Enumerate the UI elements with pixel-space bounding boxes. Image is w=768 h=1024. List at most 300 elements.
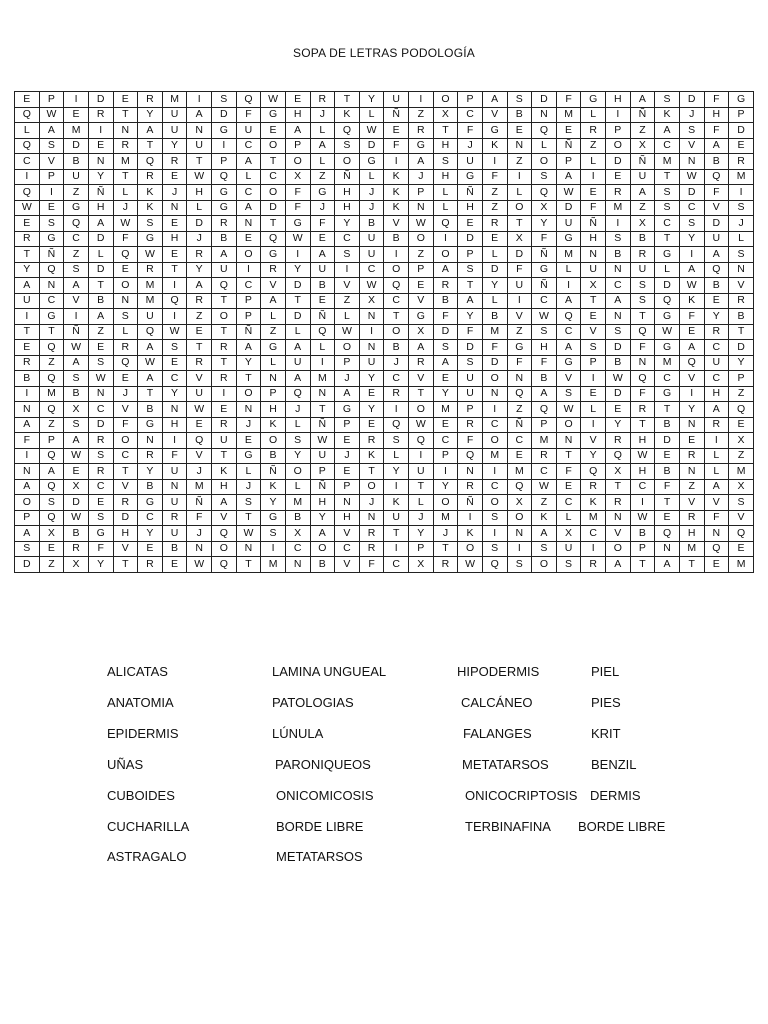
grid-cell[interactable]: C — [655, 216, 680, 232]
grid-cell[interactable]: T — [138, 138, 163, 154]
grid-cell[interactable]: Y — [532, 216, 557, 232]
grid-cell[interactable]: S — [507, 92, 532, 108]
grid-cell[interactable]: Q — [212, 169, 237, 185]
grid-cell[interactable]: O — [458, 541, 483, 557]
grid-cell[interactable]: E — [162, 355, 187, 371]
grid-cell[interactable]: W — [187, 169, 212, 185]
grid-cell[interactable]: O — [556, 417, 581, 433]
grid-cell[interactable]: B — [261, 448, 286, 464]
grid-cell[interactable]: T — [236, 371, 261, 387]
grid-cell[interactable]: I — [679, 386, 704, 402]
grid-cell[interactable]: X — [581, 278, 606, 294]
grid-cell[interactable]: B — [138, 402, 163, 418]
grid-cell[interactable]: C — [384, 557, 409, 573]
grid-cell[interactable]: K — [458, 526, 483, 542]
grid-cell[interactable]: Ñ — [458, 495, 483, 511]
grid-cell[interactable]: P — [409, 185, 434, 201]
grid-cell[interactable]: U — [507, 278, 532, 294]
grid-cell[interactable]: R — [433, 278, 458, 294]
grid-cell[interactable]: R — [433, 557, 458, 573]
grid-cell[interactable]: Y — [138, 526, 163, 542]
grid-cell[interactable]: D — [655, 278, 680, 294]
grid-cell[interactable]: Q — [285, 386, 310, 402]
grid-cell[interactable]: H — [187, 185, 212, 201]
grid-cell[interactable]: M — [655, 154, 680, 170]
grid-cell[interactable]: E — [236, 231, 261, 247]
grid-cell[interactable]: S — [630, 278, 655, 294]
grid-cell[interactable]: S — [138, 216, 163, 232]
grid-cell[interactable]: J — [335, 371, 360, 387]
grid-cell[interactable]: Q — [704, 541, 729, 557]
grid-cell[interactable]: N — [409, 200, 434, 216]
grid-cell[interactable]: R — [88, 107, 113, 123]
grid-cell[interactable]: W — [187, 402, 212, 418]
grid-cell[interactable]: D — [64, 495, 89, 511]
grid-cell[interactable]: G — [138, 495, 163, 511]
grid-cell[interactable]: Z — [88, 324, 113, 340]
grid-cell[interactable]: D — [729, 123, 754, 139]
grid-cell[interactable]: U — [162, 495, 187, 511]
grid-cell[interactable]: T — [384, 526, 409, 542]
grid-cell[interactable]: Ñ — [88, 185, 113, 201]
grid-cell[interactable]: A — [655, 557, 680, 573]
grid-cell[interactable]: S — [729, 247, 754, 263]
grid-cell[interactable]: O — [113, 433, 138, 449]
grid-cell[interactable]: I — [15, 386, 40, 402]
grid-cell[interactable]: W — [630, 448, 655, 464]
grid-cell[interactable]: O — [409, 231, 434, 247]
grid-cell[interactable]: S — [15, 541, 40, 557]
grid-cell[interactable]: D — [15, 557, 40, 573]
grid-cell[interactable]: P — [556, 154, 581, 170]
grid-cell[interactable]: O — [433, 495, 458, 511]
grid-cell[interactable]: H — [162, 417, 187, 433]
grid-cell[interactable]: P — [458, 247, 483, 263]
grid-cell[interactable]: T — [162, 262, 187, 278]
grid-cell[interactable]: Q — [212, 557, 237, 573]
grid-cell[interactable]: D — [606, 386, 631, 402]
grid-cell[interactable]: G — [261, 107, 286, 123]
grid-cell[interactable]: N — [187, 541, 212, 557]
grid-cell[interactable]: E — [88, 340, 113, 356]
grid-cell[interactable]: I — [482, 526, 507, 542]
grid-cell[interactable]: G — [310, 185, 335, 201]
grid-cell[interactable]: P — [630, 541, 655, 557]
grid-cell[interactable]: F — [15, 433, 40, 449]
grid-cell[interactable]: F — [704, 123, 729, 139]
grid-cell[interactable]: O — [433, 247, 458, 263]
grid-cell[interactable]: I — [285, 247, 310, 263]
grid-cell[interactable]: V — [679, 495, 704, 511]
grid-cell[interactable]: G — [655, 247, 680, 263]
grid-cell[interactable]: A — [88, 309, 113, 325]
grid-cell[interactable]: E — [458, 216, 483, 232]
grid-cell[interactable]: W — [606, 371, 631, 387]
grid-cell[interactable]: A — [704, 479, 729, 495]
grid-cell[interactable]: P — [335, 479, 360, 495]
grid-cell[interactable]: P — [310, 464, 335, 480]
grid-cell[interactable]: P — [335, 355, 360, 371]
grid-cell[interactable]: U — [310, 262, 335, 278]
grid-cell[interactable]: W — [556, 402, 581, 418]
grid-cell[interactable]: W — [679, 169, 704, 185]
grid-cell[interactable]: S — [729, 200, 754, 216]
grid-cell[interactable]: T — [556, 448, 581, 464]
grid-cell[interactable]: L — [409, 495, 434, 511]
grid-cell[interactable]: C — [532, 464, 557, 480]
grid-cell[interactable]: Q — [39, 340, 64, 356]
grid-cell[interactable]: Ñ — [39, 247, 64, 263]
grid-cell[interactable]: Y — [679, 402, 704, 418]
grid-cell[interactable]: V — [679, 138, 704, 154]
grid-cell[interactable]: G — [261, 510, 286, 526]
grid-cell[interactable]: Y — [88, 557, 113, 573]
grid-cell[interactable]: E — [113, 262, 138, 278]
grid-cell[interactable]: D — [556, 200, 581, 216]
grid-cell[interactable]: J — [384, 355, 409, 371]
grid-cell[interactable]: D — [482, 355, 507, 371]
grid-cell[interactable]: U — [285, 355, 310, 371]
grid-cell[interactable]: F — [458, 324, 483, 340]
grid-cell[interactable]: S — [88, 355, 113, 371]
grid-cell[interactable]: D — [261, 200, 286, 216]
grid-cell[interactable]: Q — [458, 448, 483, 464]
grid-cell[interactable]: I — [581, 371, 606, 387]
grid-cell[interactable]: O — [532, 154, 557, 170]
grid-cell[interactable]: T — [335, 92, 360, 108]
grid-cell[interactable]: G — [39, 231, 64, 247]
grid-cell[interactable]: Z — [482, 185, 507, 201]
grid-cell[interactable]: N — [507, 138, 532, 154]
grid-cell[interactable]: E — [261, 123, 286, 139]
grid-cell[interactable]: P — [261, 386, 286, 402]
grid-cell[interactable]: E — [162, 216, 187, 232]
grid-cell[interactable]: K — [384, 200, 409, 216]
grid-cell[interactable]: F — [655, 479, 680, 495]
grid-cell[interactable]: J — [458, 138, 483, 154]
grid-cell[interactable]: Ñ — [384, 107, 409, 123]
grid-cell[interactable]: B — [384, 231, 409, 247]
grid-cell[interactable]: T — [39, 324, 64, 340]
grid-cell[interactable]: S — [39, 495, 64, 511]
grid-cell[interactable]: L — [359, 107, 384, 123]
grid-cell[interactable]: P — [236, 293, 261, 309]
grid-cell[interactable]: X — [630, 138, 655, 154]
grid-cell[interactable]: L — [261, 355, 286, 371]
grid-cell[interactable]: T — [113, 169, 138, 185]
grid-cell[interactable]: U — [187, 138, 212, 154]
grid-cell[interactable]: I — [212, 138, 237, 154]
grid-cell[interactable]: S — [88, 510, 113, 526]
grid-cell[interactable]: N — [581, 247, 606, 263]
grid-cell[interactable]: I — [335, 262, 360, 278]
grid-cell[interactable]: Ñ — [581, 216, 606, 232]
grid-cell[interactable]: R — [458, 479, 483, 495]
grid-cell[interactable]: S — [113, 309, 138, 325]
grid-cell[interactable]: A — [39, 123, 64, 139]
grid-cell[interactable]: R — [482, 216, 507, 232]
grid-cell[interactable]: V — [704, 200, 729, 216]
grid-cell[interactable]: Ñ — [310, 479, 335, 495]
grid-cell[interactable]: U — [704, 231, 729, 247]
grid-cell[interactable]: Q — [138, 154, 163, 170]
grid-cell[interactable]: R — [261, 262, 286, 278]
grid-cell[interactable]: G — [507, 340, 532, 356]
grid-cell[interactable]: K — [359, 448, 384, 464]
grid-cell[interactable]: G — [556, 355, 581, 371]
grid-cell[interactable]: S — [729, 495, 754, 511]
grid-cell[interactable]: N — [15, 402, 40, 418]
grid-cell[interactable]: H — [88, 200, 113, 216]
grid-cell[interactable]: G — [409, 309, 434, 325]
grid-cell[interactable]: R — [15, 231, 40, 247]
grid-cell[interactable]: V — [729, 510, 754, 526]
grid-cell[interactable]: F — [507, 262, 532, 278]
grid-cell[interactable]: R — [138, 169, 163, 185]
grid-cell[interactable]: F — [458, 433, 483, 449]
grid-cell[interactable]: V — [335, 278, 360, 294]
grid-cell[interactable]: A — [433, 262, 458, 278]
grid-cell[interactable]: O — [606, 138, 631, 154]
grid-cell[interactable]: F — [532, 355, 557, 371]
grid-cell[interactable]: W — [335, 324, 360, 340]
grid-cell[interactable]: E — [335, 433, 360, 449]
grid-cell[interactable]: W — [310, 433, 335, 449]
grid-cell[interactable]: P — [39, 92, 64, 108]
grid-cell[interactable]: H — [335, 510, 360, 526]
grid-cell[interactable]: H — [606, 92, 631, 108]
grid-cell[interactable]: X — [409, 557, 434, 573]
grid-cell[interactable]: L — [310, 154, 335, 170]
grid-cell[interactable]: Z — [39, 557, 64, 573]
grid-cell[interactable]: V — [482, 107, 507, 123]
grid-cell[interactable]: R — [679, 448, 704, 464]
grid-cell[interactable]: I — [409, 448, 434, 464]
grid-cell[interactable]: C — [236, 185, 261, 201]
grid-cell[interactable]: O — [310, 541, 335, 557]
grid-cell[interactable]: K — [532, 510, 557, 526]
grid-cell[interactable]: V — [335, 557, 360, 573]
grid-cell[interactable]: M — [138, 293, 163, 309]
grid-cell[interactable]: R — [581, 123, 606, 139]
grid-cell[interactable]: J — [187, 464, 212, 480]
grid-cell[interactable]: R — [15, 355, 40, 371]
grid-cell[interactable]: R — [729, 154, 754, 170]
grid-cell[interactable]: B — [704, 154, 729, 170]
grid-cell[interactable]: M — [532, 433, 557, 449]
grid-cell[interactable]: C — [39, 293, 64, 309]
grid-cell[interactable]: Z — [39, 417, 64, 433]
grid-cell[interactable]: M — [261, 557, 286, 573]
grid-cell[interactable]: K — [679, 293, 704, 309]
grid-cell[interactable]: J — [285, 402, 310, 418]
grid-cell[interactable]: Y — [138, 107, 163, 123]
grid-cell[interactable]: L — [187, 200, 212, 216]
grid-cell[interactable]: T — [630, 557, 655, 573]
grid-cell[interactable]: I — [704, 433, 729, 449]
grid-cell[interactable]: S — [532, 541, 557, 557]
grid-cell[interactable]: Ñ — [630, 107, 655, 123]
grid-cell[interactable]: F — [704, 92, 729, 108]
grid-cell[interactable]: W — [409, 216, 434, 232]
grid-cell[interactable]: N — [187, 123, 212, 139]
grid-cell[interactable]: N — [113, 123, 138, 139]
grid-cell[interactable]: L — [581, 154, 606, 170]
grid-cell[interactable]: E — [507, 123, 532, 139]
grid-cell[interactable]: E — [15, 216, 40, 232]
grid-cell[interactable]: E — [162, 557, 187, 573]
grid-cell[interactable]: A — [285, 340, 310, 356]
grid-cell[interactable]: A — [335, 386, 360, 402]
grid-cell[interactable]: W — [113, 216, 138, 232]
grid-cell[interactable]: J — [113, 386, 138, 402]
grid-cell[interactable]: E — [433, 417, 458, 433]
grid-cell[interactable]: I — [384, 247, 409, 263]
grid-cell[interactable]: U — [162, 526, 187, 542]
grid-cell[interactable]: F — [236, 107, 261, 123]
grid-cell[interactable]: A — [704, 402, 729, 418]
grid-cell[interactable]: R — [88, 433, 113, 449]
grid-cell[interactable]: A — [212, 495, 237, 511]
grid-cell[interactable]: X — [507, 231, 532, 247]
grid-cell[interactable]: N — [236, 541, 261, 557]
grid-cell[interactable]: Y — [704, 309, 729, 325]
grid-cell[interactable]: E — [162, 247, 187, 263]
grid-cell[interactable]: S — [212, 92, 237, 108]
grid-cell[interactable]: B — [15, 371, 40, 387]
grid-cell[interactable]: E — [679, 433, 704, 449]
grid-cell[interactable]: X — [64, 402, 89, 418]
grid-cell[interactable]: D — [88, 262, 113, 278]
grid-cell[interactable]: A — [64, 433, 89, 449]
grid-cell[interactable]: U — [458, 371, 483, 387]
grid-cell[interactable]: P — [15, 510, 40, 526]
grid-cell[interactable]: Q — [704, 262, 729, 278]
grid-cell[interactable]: F — [630, 386, 655, 402]
grid-cell[interactable]: H — [433, 169, 458, 185]
grid-cell[interactable]: A — [679, 262, 704, 278]
grid-cell[interactable]: T — [15, 247, 40, 263]
grid-cell[interactable]: I — [606, 107, 631, 123]
grid-cell[interactable]: X — [556, 526, 581, 542]
grid-cell[interactable]: D — [64, 138, 89, 154]
grid-cell[interactable]: E — [15, 92, 40, 108]
grid-cell[interactable]: L — [433, 200, 458, 216]
grid-cell[interactable]: C — [113, 448, 138, 464]
grid-cell[interactable]: U — [162, 464, 187, 480]
grid-cell[interactable]: C — [359, 262, 384, 278]
grid-cell[interactable]: E — [359, 386, 384, 402]
grid-cell[interactable]: Q — [162, 293, 187, 309]
grid-cell[interactable]: Y — [310, 510, 335, 526]
grid-cell[interactable]: L — [285, 479, 310, 495]
grid-cell[interactable]: A — [138, 123, 163, 139]
grid-cell[interactable]: R — [409, 123, 434, 139]
grid-cell[interactable]: N — [630, 355, 655, 371]
grid-cell[interactable]: I — [359, 324, 384, 340]
grid-cell[interactable]: B — [532, 371, 557, 387]
grid-cell[interactable]: I — [679, 247, 704, 263]
grid-cell[interactable]: D — [704, 216, 729, 232]
grid-cell[interactable]: G — [532, 262, 557, 278]
grid-cell[interactable]: B — [606, 247, 631, 263]
grid-cell[interactable]: B — [285, 510, 310, 526]
grid-cell[interactable]: E — [310, 231, 335, 247]
grid-cell[interactable]: L — [15, 123, 40, 139]
grid-cell[interactable]: W — [285, 231, 310, 247]
grid-cell[interactable]: E — [655, 448, 680, 464]
grid-cell[interactable]: I — [384, 402, 409, 418]
grid-cell[interactable]: E — [187, 417, 212, 433]
grid-cell[interactable]: J — [310, 107, 335, 123]
grid-cell[interactable]: R — [359, 541, 384, 557]
grid-cell[interactable]: N — [162, 479, 187, 495]
grid-cell[interactable]: S — [679, 123, 704, 139]
grid-cell[interactable]: S — [236, 495, 261, 511]
grid-cell[interactable]: D — [88, 231, 113, 247]
grid-cell[interactable]: S — [532, 169, 557, 185]
grid-cell[interactable]: X — [606, 464, 631, 480]
grid-cell[interactable]: G — [64, 200, 89, 216]
grid-cell[interactable]: A — [310, 138, 335, 154]
grid-cell[interactable]: A — [212, 247, 237, 263]
grid-cell[interactable]: C — [88, 479, 113, 495]
grid-cell[interactable]: V — [113, 541, 138, 557]
grid-cell[interactable]: R — [606, 185, 631, 201]
grid-cell[interactable]: W — [236, 526, 261, 542]
grid-cell[interactable]: I — [64, 309, 89, 325]
grid-cell[interactable]: Z — [64, 185, 89, 201]
grid-cell[interactable]: Y — [285, 448, 310, 464]
grid-cell[interactable]: H — [630, 464, 655, 480]
grid-cell[interactable]: N — [606, 262, 631, 278]
grid-cell[interactable]: E — [581, 185, 606, 201]
grid-cell[interactable]: Y — [433, 479, 458, 495]
grid-cell[interactable]: Y — [482, 278, 507, 294]
grid-cell[interactable]: X — [359, 293, 384, 309]
grid-cell[interactable]: N — [285, 557, 310, 573]
grid-cell[interactable]: Q — [409, 433, 434, 449]
grid-cell[interactable]: E — [88, 495, 113, 511]
grid-cell[interactable]: Y — [359, 371, 384, 387]
grid-cell[interactable]: N — [15, 464, 40, 480]
grid-cell[interactable]: V — [113, 479, 138, 495]
grid-cell[interactable]: U — [15, 293, 40, 309]
grid-cell[interactable]: G — [409, 138, 434, 154]
grid-cell[interactable]: Q — [39, 402, 64, 418]
grid-cell[interactable]: T — [212, 355, 237, 371]
grid-cell[interactable]: E — [679, 324, 704, 340]
grid-cell[interactable]: E — [285, 92, 310, 108]
grid-cell[interactable]: U — [359, 355, 384, 371]
grid-cell[interactable]: O — [482, 433, 507, 449]
grid-cell[interactable]: B — [729, 309, 754, 325]
grid-cell[interactable]: Q — [704, 169, 729, 185]
grid-cell[interactable]: A — [556, 340, 581, 356]
grid-cell[interactable]: U — [212, 262, 237, 278]
grid-cell[interactable]: K — [138, 200, 163, 216]
grid-cell[interactable]: Ñ — [187, 495, 212, 511]
grid-cell[interactable]: M — [729, 169, 754, 185]
grid-cell[interactable]: Z — [581, 138, 606, 154]
grid-cell[interactable]: T — [433, 123, 458, 139]
grid-cell[interactable]: B — [655, 464, 680, 480]
grid-cell[interactable]: Q — [729, 402, 754, 418]
grid-cell[interactable]: R — [113, 495, 138, 511]
grid-cell[interactable]: Y — [261, 495, 286, 511]
grid-cell[interactable]: W — [655, 324, 680, 340]
grid-cell[interactable]: W — [359, 123, 384, 139]
